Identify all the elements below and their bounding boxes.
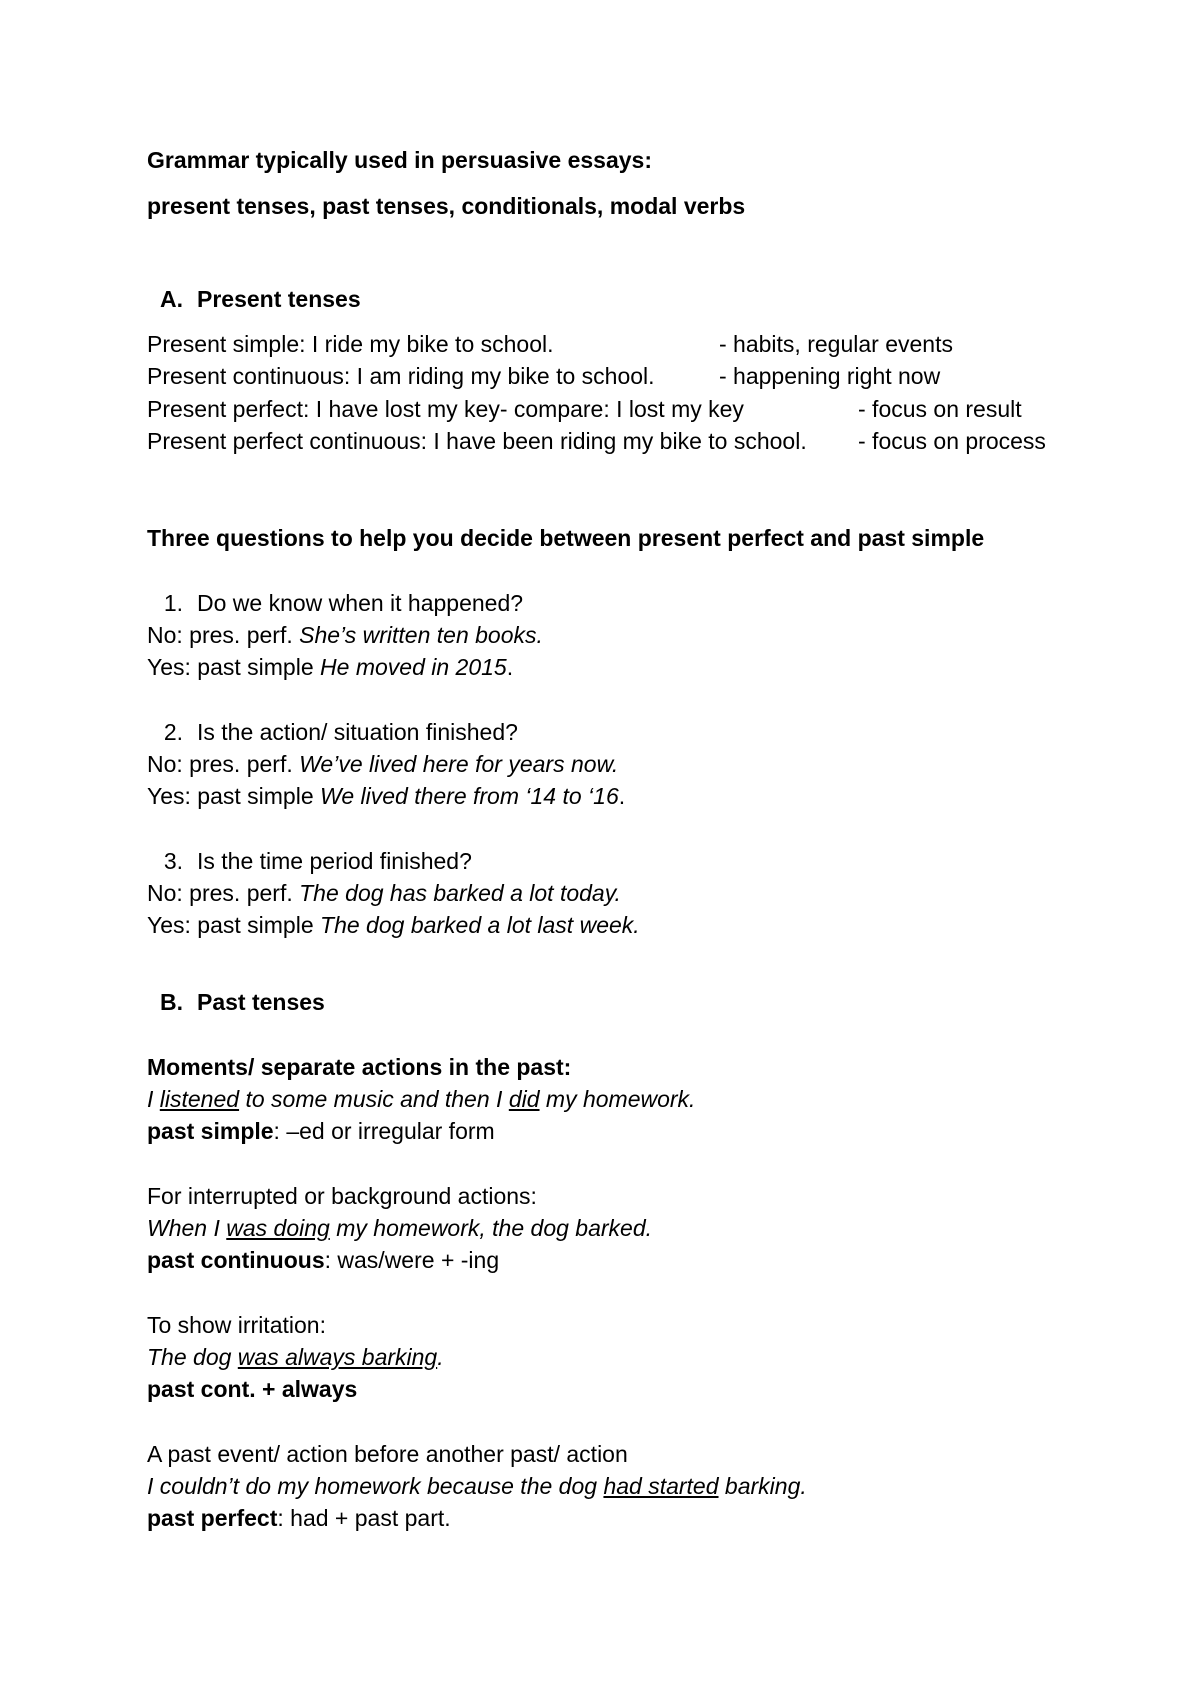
interrupted-example <box>147 1214 652 1242</box>
present-row-2: Present continuous: I am riding my bike to school. <box>147 363 655 389</box>
document-subtitle: present tenses, past tenses, conditionals, modal verbs <box>147 193 746 219</box>
example-verb: listened <box>159 1086 240 1112</box>
moments-heading: Moments/ separate actions in the past: <box>147 1054 572 1080</box>
yes-prefix: Yes: past simple <box>147 654 321 680</box>
example-text: my homework, the dog barked. <box>329 1215 653 1241</box>
question-3-number: 3. <box>163 848 183 874</box>
form-name: past continuous <box>147 1247 325 1273</box>
moments-form <box>147 1117 495 1145</box>
yes-prefix: Yes: past simple <box>147 783 321 809</box>
form-name: past simple <box>147 1118 274 1144</box>
example-text: I <box>147 1086 160 1112</box>
interrupted-form <box>147 1246 499 1274</box>
question-1-text: Do we know when it happened? <box>197 590 524 616</box>
yes-example: We lived there from ‘14 to ‘16 <box>320 783 619 809</box>
section-a-heading <box>147 285 361 313</box>
question-2-no <box>147 750 618 778</box>
yes-example: He moved in 2015 <box>320 654 507 680</box>
no-example: The dog has barked a lot today. <box>299 880 621 906</box>
present-row-3-note: - focus on result <box>858 396 1022 422</box>
present-row-1: Present simple: I ride my bike to school. <box>147 331 554 357</box>
question-2-text: Is the action/ situation finished? <box>197 719 518 745</box>
question-1 <box>147 589 523 617</box>
irritation-example <box>147 1343 444 1371</box>
question-2-yes <box>147 782 625 810</box>
interrupted-heading: For interrupted or background actions: <box>147 1183 537 1209</box>
section-b-heading <box>147 988 325 1016</box>
perfect-heading: A past event/ action before another past/ action <box>147 1441 628 1467</box>
question-1-no <box>147 621 543 649</box>
section-a-title: Present tenses <box>197 286 361 312</box>
section-a-marker: A. <box>160 286 183 312</box>
form-rule: : was/were + -ing <box>324 1247 500 1273</box>
irritation-form: past cont. + always <box>147 1376 358 1402</box>
form-name: past perfect <box>147 1505 278 1531</box>
perfect-form <box>147 1504 451 1532</box>
present-row-3: Present perfect: I have lost my key- compare: I lost my key <box>147 396 744 422</box>
question-2 <box>147 718 518 746</box>
yes-end: . <box>506 654 514 680</box>
example-verb: had started <box>603 1473 719 1499</box>
yes-prefix: Yes: past simple <box>147 912 321 938</box>
questions-heading: Three questions to help you decide between present perfect and past simple <box>147 525 985 551</box>
irritation-heading: To show irritation: <box>147 1312 326 1338</box>
question-1-yes <box>147 653 513 681</box>
present-row-4-note: - focus on process <box>858 428 1046 454</box>
yes-end: . <box>618 783 626 809</box>
question-3-text: Is the time period finished? <box>197 848 472 874</box>
example-verb: was always barking <box>237 1344 438 1370</box>
example-text: I couldn’t do my homework because the dog <box>147 1473 604 1499</box>
example-text: my homework. <box>539 1086 696 1112</box>
form-rule: : –ed or irregular form <box>273 1118 495 1144</box>
section-b-title: Past tenses <box>197 989 325 1015</box>
present-row-2-note: - happening right now <box>719 363 941 389</box>
present-row-1-note: - habits, regular events <box>719 331 953 357</box>
yes-example: The dog barked a lot last week. <box>320 912 640 938</box>
question-3-yes <box>147 911 640 939</box>
no-prefix: No: pres. perf. <box>147 880 300 906</box>
form-rule: : had + past part. <box>277 1505 451 1531</box>
no-prefix: No: pres. perf. <box>147 622 300 648</box>
example-verb: was doing <box>226 1215 330 1241</box>
moments-example <box>147 1085 695 1113</box>
question-3-no <box>147 879 621 907</box>
no-example: She’s written ten books. <box>299 622 543 648</box>
example-verb: did <box>508 1086 540 1112</box>
example-text: to some music and then I <box>239 1086 509 1112</box>
example-text: When I <box>147 1215 227 1241</box>
example-text: barking. <box>718 1473 807 1499</box>
present-row-4: Present perfect continuous: I have been riding my bike to school. <box>147 428 807 454</box>
section-b-marker: B. <box>160 989 183 1015</box>
no-example: We’ve lived here for years now. <box>299 751 619 777</box>
no-prefix: No: pres. perf. <box>147 751 300 777</box>
question-3 <box>147 847 472 875</box>
document-title: Grammar typically used in persuasive essays: <box>147 147 652 173</box>
example-text: . <box>437 1344 444 1370</box>
perfect-example <box>147 1472 807 1500</box>
question-1-number: 1. <box>163 590 183 616</box>
question-2-number: 2. <box>163 719 183 745</box>
example-text: The dog <box>147 1344 238 1370</box>
